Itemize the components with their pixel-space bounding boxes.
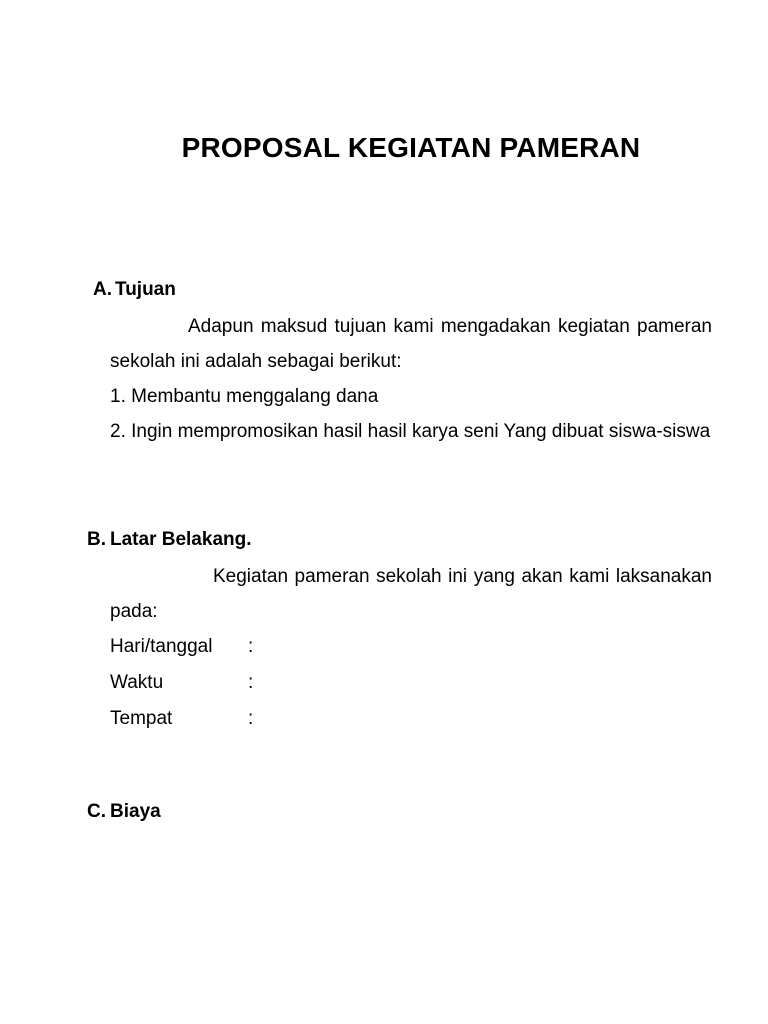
field-row-tempat [110,701,712,737]
field-row-waktu [110,665,712,701]
field-row-hari-tanggal [110,629,712,665]
field-label-hari-tanggal: Hari/tanggal [110,636,213,657]
section-a-item-2: 2. Ingin mempromosikan hasil hasil karya seni Yang dibuat siswa-siswa [110,421,711,442]
field-label-waktu: Waktu [110,672,164,693]
section-b-title: Latar Belakang. [110,529,252,550]
section-b-paragraph: Kegiatan pameran sekolah ini yang akan kami laksanakan pada: [110,566,712,622]
section-a-letter: A. [93,279,112,300]
section-a-paragraph: Adapun maksud tujuan kami mengadakan kegiatan pameran sekolah ini adalah sebagai berikut: [110,316,712,372]
section-c-heading [87,801,161,823]
section-b-heading [87,529,252,551]
section-a-heading [93,279,176,301]
field-separator: : [248,672,254,693]
field-label-tempat: Tempat [110,708,173,729]
section-b-body [110,559,712,737]
section-b-letter: B. [87,529,106,550]
section-a-body [110,309,712,449]
document-title: PROPOSAL KEGIATAN PAMERAN [181,132,641,163]
section-c-title: Biaya [110,801,161,822]
field-separator: : [248,708,254,729]
section-a-item-1: 1. Membantu menggalang dana [110,386,379,407]
section-c-letter: C. [87,801,106,822]
field-separator: : [248,636,254,657]
section-a-title: Tujuan [115,279,176,300]
